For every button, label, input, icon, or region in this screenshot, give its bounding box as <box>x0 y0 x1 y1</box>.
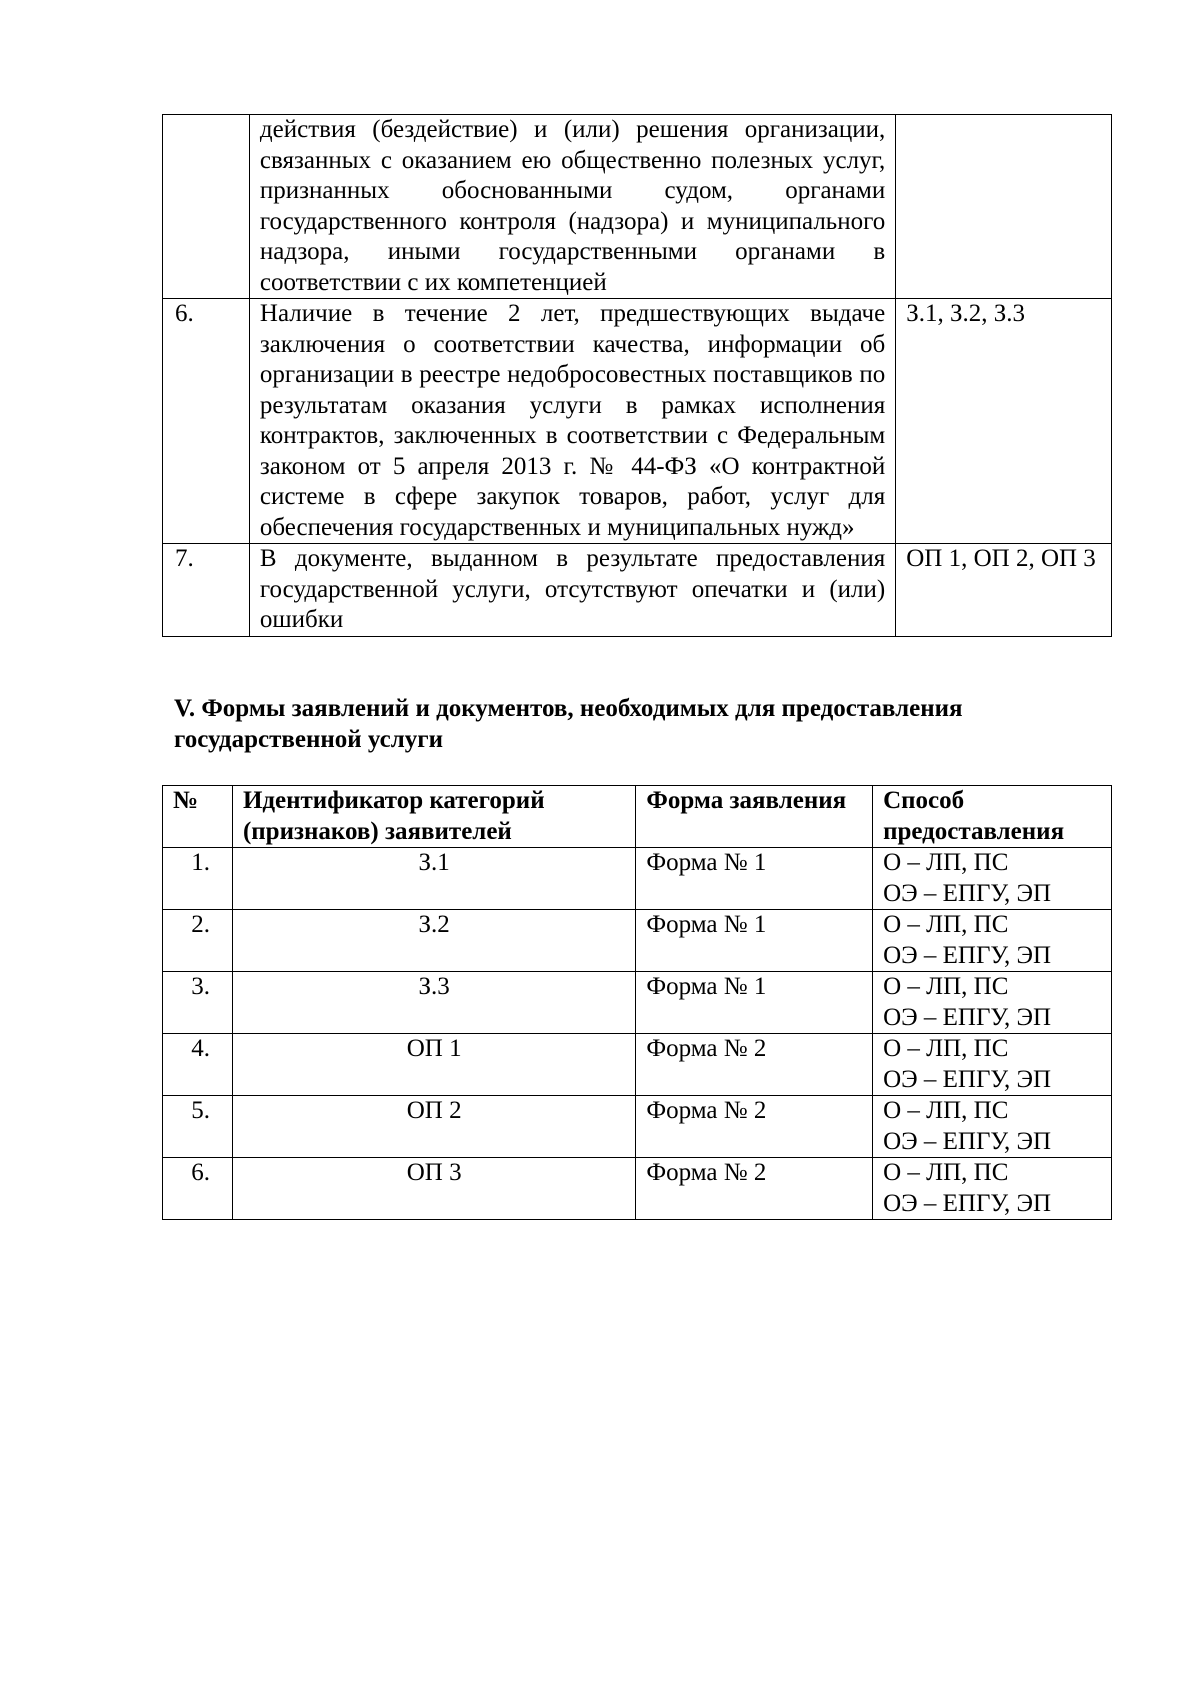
category-identifier: З.2 <box>232 910 635 972</box>
application-form: Форма № 2 <box>636 1158 873 1220</box>
header-form: Форма заявления <box>636 786 873 848</box>
method-line: О – ЛП, ПС <box>883 973 1009 1000</box>
header-method: Способ предоставления <box>873 786 1112 848</box>
submission-method <box>873 1158 1112 1220</box>
row-number: 4. <box>163 1034 233 1096</box>
category-identifier: З.3 <box>232 972 635 1034</box>
table-row <box>163 115 1112 299</box>
method-line: ОЭ – ЕПГУ, ЭП <box>883 879 1052 907</box>
criterion-text: действия (бездействие) и (или) решения организации, связанных с оказанием ею общественно полезных услуг, признанных обоснованными судом, органами государственного контроля (надзора) и муниципального надзора, иными государственными органами в соответствии с их компетенцией <box>249 115 895 299</box>
category-identifier: ОП 2 <box>232 1096 635 1158</box>
submission-method <box>873 972 1112 1034</box>
application-form: Форма № 1 <box>636 972 873 1034</box>
method-line: ОЭ – ЕПГУ, ЭП <box>883 1127 1052 1155</box>
method-line: О – ЛП, ПС <box>883 1159 1009 1186</box>
table-row <box>163 848 1112 910</box>
row-number: 6. <box>163 1158 233 1220</box>
row-number: 7. <box>163 544 250 637</box>
method-line: О – ЛП, ПС <box>883 1097 1009 1124</box>
category-identifier: ОП 3 <box>232 1158 635 1220</box>
method-line: ОЭ – ЕПГУ, ЭП <box>883 1065 1052 1093</box>
table-row <box>163 972 1112 1034</box>
header-number: № <box>163 786 233 848</box>
submission-method <box>873 1096 1112 1158</box>
category-codes <box>896 115 1112 299</box>
application-form: Форма № 2 <box>636 1034 873 1096</box>
submission-method <box>873 1034 1112 1096</box>
forms-table <box>162 785 1112 1220</box>
submission-method <box>873 848 1112 910</box>
method-line: ОЭ – ЕПГУ, ЭП <box>883 1189 1052 1217</box>
category-identifier: З.1 <box>232 848 635 910</box>
application-form: Форма № 1 <box>636 848 873 910</box>
category-identifier: ОП 1 <box>232 1034 635 1096</box>
category-codes: ОП 1, ОП 2, ОП 3 <box>896 544 1112 637</box>
submission-method <box>873 910 1112 972</box>
method-line: О – ЛП, ПС <box>883 849 1009 876</box>
criterion-text: Наличие в течение 2 лет, предшествующих выдаче заключения о соответствии качества, информации об организации в реестре недобросовестных поставщиков по результатам оказания услуги в рамках исполнения контрактов, заключенных в соответствии с Федеральным законом от 5 апреля 2013 г. № 44-ФЗ «О контрактной системе в сфере закупок товаров, работ, услуг для обеспечения государственных и муниципальных нужд» <box>249 299 895 544</box>
criteria-table <box>162 114 1112 637</box>
section-heading: V. Формы заявлений и документов, необходимых для предоставления государственной услуги <box>174 695 963 753</box>
row-number: 2. <box>163 910 233 972</box>
table-row <box>163 1034 1112 1096</box>
method-line: ОЭ – ЕПГУ, ЭП <box>883 1003 1052 1031</box>
row-number: 1. <box>163 848 233 910</box>
row-number: 3. <box>163 972 233 1034</box>
header-identifier: Идентификатор категорий (признаков) заявителей <box>232 786 635 848</box>
table-row <box>163 299 1112 544</box>
table-row <box>163 1096 1112 1158</box>
row-number: 6. <box>163 299 250 544</box>
row-number: 5. <box>163 1096 233 1158</box>
method-line: О – ЛП, ПС <box>883 911 1009 938</box>
application-form: Форма № 1 <box>636 910 873 972</box>
category-codes: З.1, З.2, З.3 <box>896 299 1112 544</box>
table-row <box>163 910 1112 972</box>
row-number <box>163 115 250 299</box>
table-header-row <box>163 786 1112 848</box>
application-form: Форма № 2 <box>636 1096 873 1158</box>
method-line: ОЭ – ЕПГУ, ЭП <box>883 941 1052 969</box>
table-row <box>163 544 1112 637</box>
method-line: О – ЛП, ПС <box>883 1035 1009 1062</box>
criterion-text: В документе, выданном в результате предоставления государственной услуги, отсутствуют опечатки и (или) ошибки <box>249 544 895 637</box>
table-row <box>163 1158 1112 1220</box>
